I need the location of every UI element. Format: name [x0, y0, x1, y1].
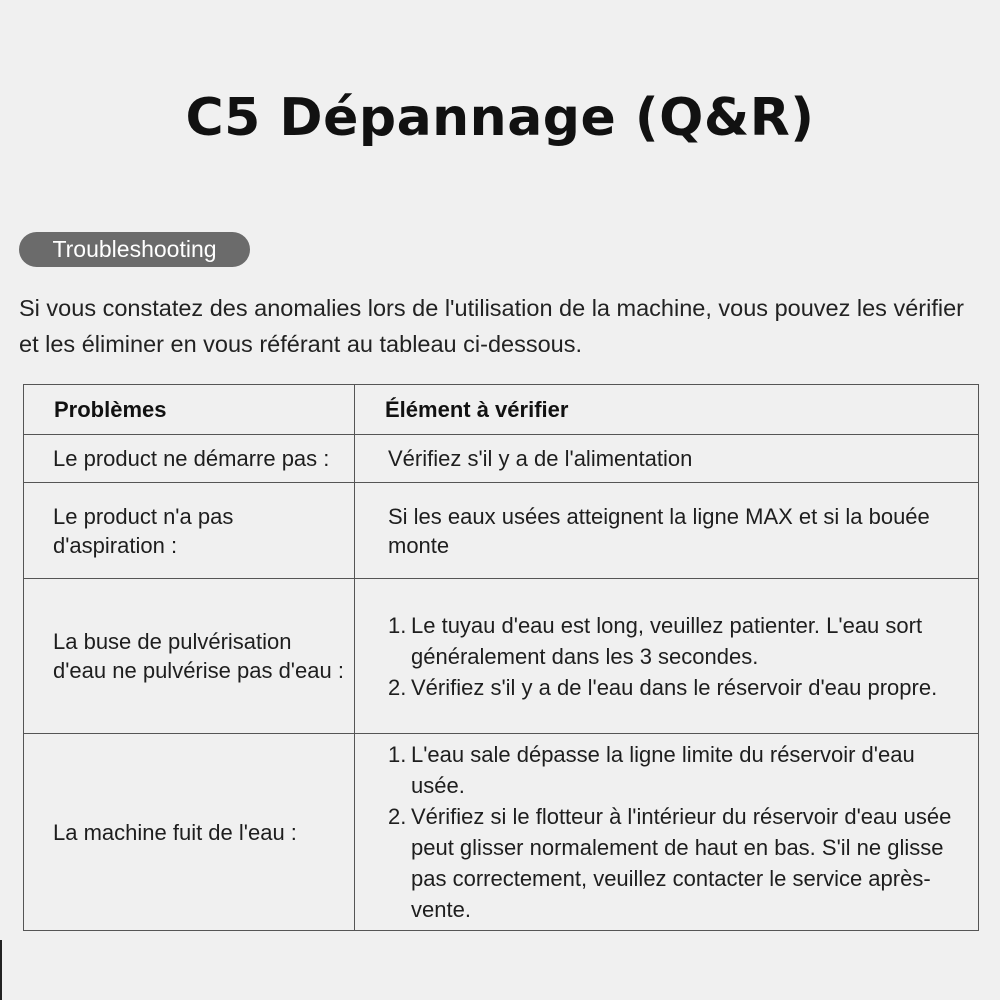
table-header-row: [24, 385, 979, 435]
edge-divider: [0, 940, 2, 1000]
step-number: 1.: [388, 612, 407, 638]
step-number: 1.: [388, 742, 407, 767]
check-step: [388, 672, 968, 703]
section-badge: Troubleshooting: [19, 232, 250, 267]
table-row: [24, 435, 979, 483]
problem-cell: Le product ne démarre pas :: [24, 435, 355, 483]
page-title: C5 Dépannage (Q&R): [185, 88, 815, 148]
step-number: 2.: [388, 674, 407, 700]
check-steps-list: [388, 739, 968, 925]
step-text: L'eau sale dépasse la ligne limite du réservoir d'eau usée.: [411, 742, 915, 798]
step-text: Vérifiez si le flotteur à l'intérieur du réservoir d'eau usée peut glisser normalement de haut en bas. S'il ne glisse pas correctement, veuillez contacter le service après-vente.: [411, 804, 952, 922]
problem-cell: Le product n'a pas d'aspiration :: [24, 483, 355, 579]
problem-cell: La machine fuit de l'eau :: [24, 734, 355, 931]
troubleshooting-table: [23, 384, 979, 931]
check-step: [388, 801, 968, 925]
check-step: [388, 610, 968, 672]
header-problems: Problèmes: [24, 385, 355, 435]
step-number: 2.: [388, 804, 407, 829]
check-cell: Vérifiez s'il y a de l'alimentation: [355, 435, 979, 483]
table-row: [24, 734, 979, 931]
table-row: [24, 483, 979, 579]
check-steps-list: [388, 610, 968, 703]
intro-paragraph: Si vous constatez des anomalies lors de l'utilisation de la machine, vous pouvez les vérifier et les éliminer en vous référant au tableau ci-dessous.: [19, 295, 964, 357]
step-text: Le tuyau d'eau est long, veuillez patienter. L'eau sort généralement dans les 3 secondes.: [411, 612, 923, 669]
problem-cell: La buse de pulvérisation d'eau ne pulvérise pas d'eau :: [24, 579, 355, 734]
header-check-item: Élément à vérifier: [355, 385, 979, 435]
check-cell: [355, 579, 979, 734]
check-cell: Si les eaux usées atteignent la ligne MAX et si la bouée monte: [355, 483, 979, 579]
check-step: [388, 739, 968, 801]
table-row: [24, 579, 979, 734]
step-text: Vérifiez s'il y a de l'eau dans le réservoir d'eau propre.: [411, 674, 938, 700]
check-cell: [355, 734, 979, 931]
